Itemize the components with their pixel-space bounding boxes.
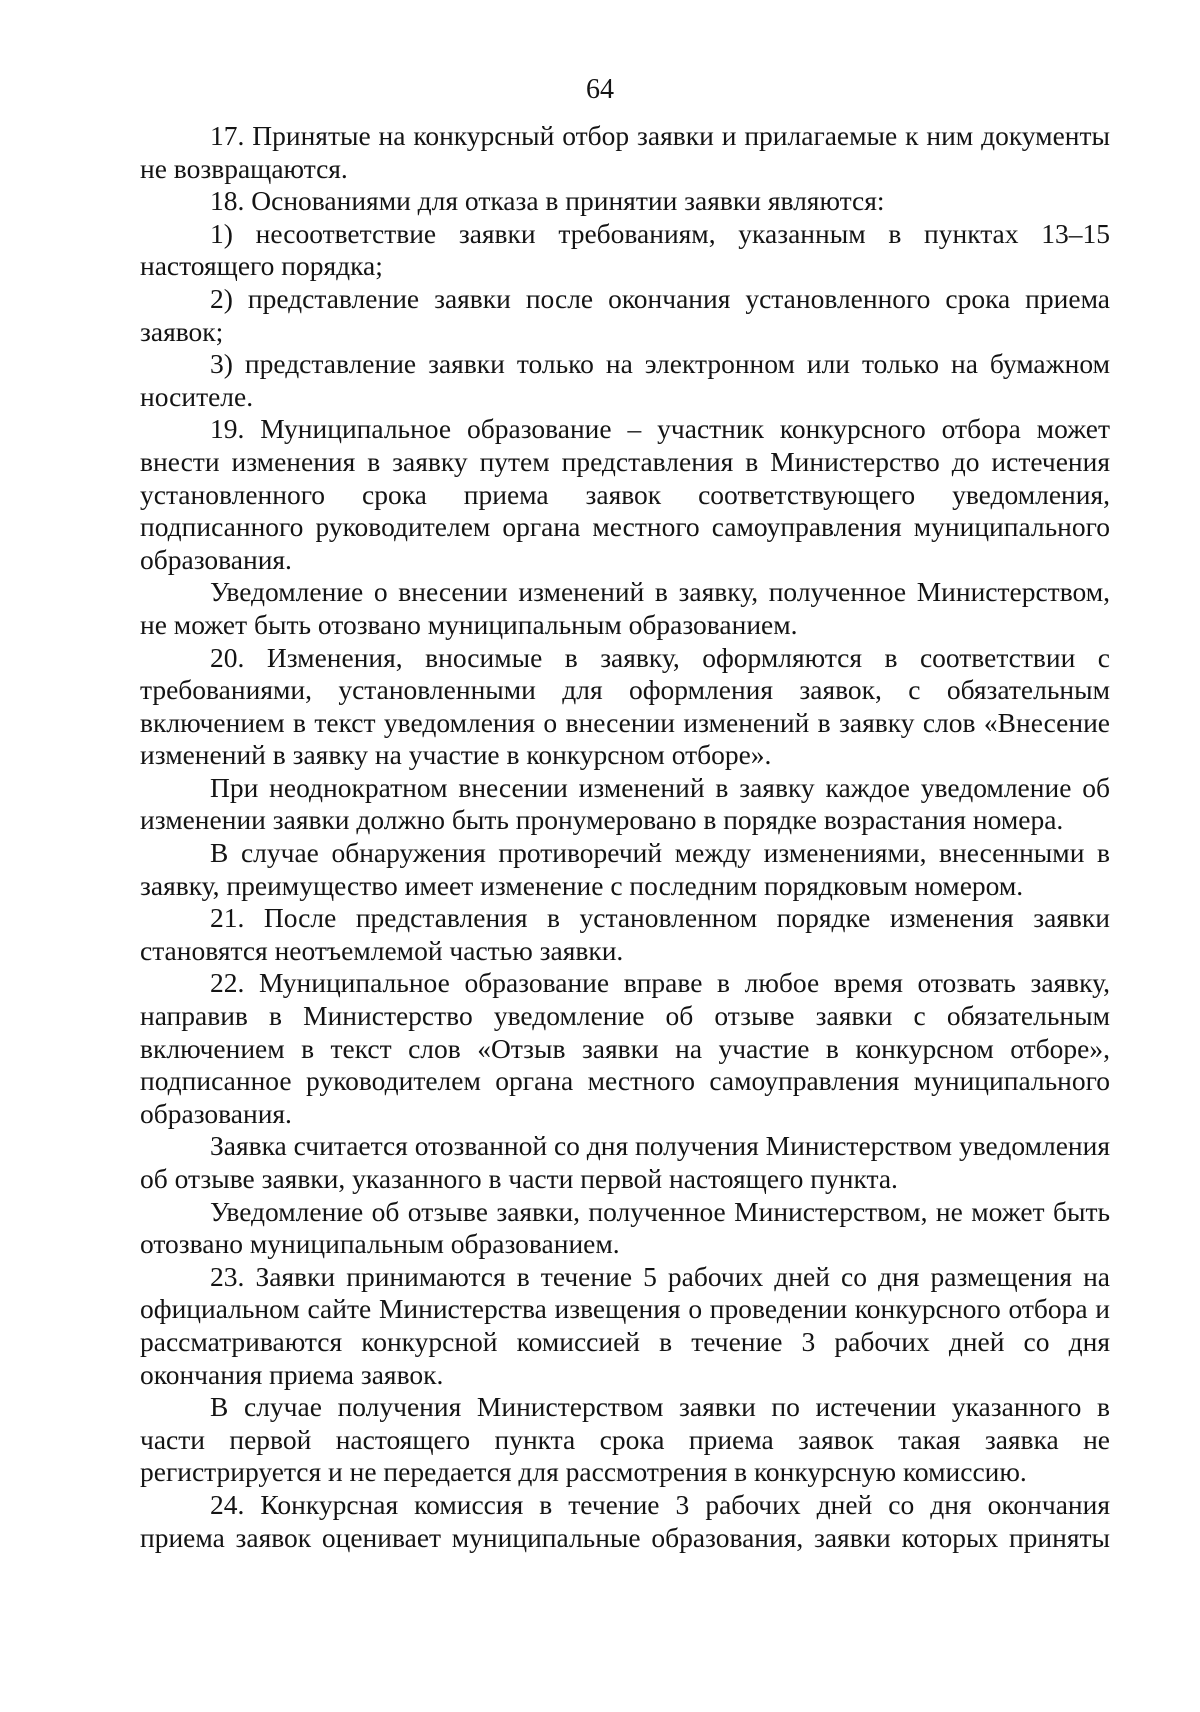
- paragraph-19-part-2: Уведомление о внесении изменений в заявку, полученное Министерством, не может быть отозвано муниципальным образованием.: [140, 576, 1110, 640]
- page-number: 64: [586, 74, 614, 105]
- paragraph-18-item-1: 1) несоответствие заявки требованиям, указанным в пунктах 13–15 настоящего порядка;: [140, 217, 1110, 282]
- paragraph-23-part-2: В случае получения Министерством заявки по истечении указанного в части первой настоящего пункта срока приема заявок такая заявка не регистрируется и не передается для рассмотрения в конкурсную комиссию.: [140, 1391, 1110, 1488]
- paragraph-21: 21. После представления в установленном порядке изменения заявки становятся неотъемлемой частью заявки.: [140, 902, 1110, 966]
- document-body: [140, 120, 1110, 1554]
- paragraph-23: 23. Заявки принимаются в течение 5 рабочих дней со дня размещения на официальном сайте Министерства извещения о проведении конкурсного отбора и рассматриваются конкурсной комиссией в течение 3 рабочих дней со дня окончания приема заявок.: [140, 1260, 1110, 1390]
- paragraph-18-item-2: 2) представление заявки после окончания установленного срока приема заявок;: [140, 282, 1110, 347]
- paragraph-22: 22. Муниципальное образование вправе в любое время отозвать заявку, направив в Министерство уведомление об отзыве заявки с обязательным включением в текст слов «Отзыв заявки на участие в конкурсном отборе», подписанное руководителем органа местного самоуправления муниципального образования.: [140, 967, 1110, 1129]
- paragraph-20: 20. Изменения, вносимые в заявку, оформляются в соответствии с требованиями, установленными для оформления заявок, с обязательным включением в текст уведомления о внесении изменений в заявку слов «Внесение изменений в заявку на участие в конкурсном отборе».: [140, 641, 1110, 771]
- paragraph-19: 19. Муниципальное образование – участник конкурсного отбора может внести изменения в заявку путем представления в Министерство до истечения установленного срока приема заявок соответствующего уведомления, подписанного руководителем органа местного самоуправления муниципального образования.: [140, 413, 1110, 575]
- paragraph-20-part-2: При неоднократном внесении изменений в заявку каждое уведомление об изменении заявки должно быть пронумеровано в порядке возрастания номера.: [140, 771, 1110, 836]
- paragraph-18-item-3: 3) представление заявки только на электронном или только на бумажном носителе.: [140, 348, 1110, 412]
- paragraph-24: 24. Конкурсная комиссия в течение 3 рабочих дней со дня окончания приема заявок оценивает муниципальные образования, заявки которых приняты: [140, 1488, 1110, 1553]
- paragraph-22-part-3: Уведомление об отзыве заявки, полученное Министерством, не может быть отозвано муниципальным образованием.: [140, 1195, 1110, 1260]
- paragraph-18: 18. Основаниями для отказа в принятии заявки являются:: [210, 185, 885, 217]
- paragraph-17: 17. Принятые на конкурсный отбор заявки и прилагаемые к ним документы не возвращаются.: [140, 120, 1110, 184]
- paragraph-20-part-3: В случае обнаружения противоречий между изменениями, внесенными в заявку, преимущество имеет изменение с последним порядковым номером.: [140, 837, 1110, 901]
- paragraph-22-part-2: Заявка считается отозванной со дня получения Министерством уведомления об отзыве заявки, указанного в части первой настоящего пункта.: [140, 1130, 1110, 1194]
